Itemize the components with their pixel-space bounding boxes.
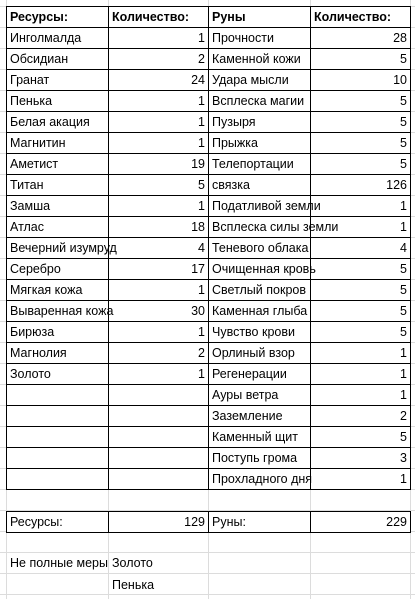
header-quantity-resources[interactable]: Количество: — [109, 7, 209, 28]
resource-quantity-cell[interactable] — [109, 385, 209, 406]
table-row — [7, 154, 411, 175]
rune-name-cell[interactable]: Заземление — [209, 406, 311, 427]
table-row — [7, 469, 411, 490]
rune-quantity-cell[interactable]: 1 — [311, 196, 411, 217]
rune-quantity-cell[interactable]: 5 — [311, 91, 411, 112]
resource-name-cell[interactable]: Пенька — [7, 91, 109, 112]
runes-total-value[interactable]: 229 — [311, 512, 411, 533]
resource-quantity-cell[interactable]: 17 — [109, 259, 209, 280]
rune-name-cell[interactable]: Прочности — [209, 28, 311, 49]
resource-quantity-cell[interactable]: 1 — [109, 196, 209, 217]
rune-name-cell[interactable]: Удара мысли — [209, 70, 311, 91]
rune-name-cell[interactable]: Регенерации — [209, 364, 311, 385]
rune-quantity-cell[interactable]: 5 — [311, 154, 411, 175]
resource-quantity-cell[interactable]: 1 — [109, 280, 209, 301]
rune-quantity-cell[interactable]: 5 — [311, 427, 411, 448]
resource-name-cell[interactable]: Мягкая кожа — [7, 280, 109, 301]
resource-quantity-cell[interactable]: 1 — [109, 133, 209, 154]
resource-quantity-cell[interactable]: 1 — [109, 112, 209, 133]
table-row — [7, 175, 411, 196]
resource-name-cell[interactable]: Бирюза — [7, 322, 109, 343]
resource-quantity-cell[interactable] — [109, 427, 209, 448]
resource-quantity-cell[interactable]: 2 — [109, 343, 209, 364]
rune-quantity-cell[interactable]: 5 — [311, 49, 411, 70]
resource-quantity-cell[interactable]: 1 — [109, 28, 209, 49]
resource-quantity-cell[interactable] — [109, 448, 209, 469]
rune-quantity-cell[interactable]: 5 — [311, 112, 411, 133]
table-row — [7, 406, 411, 427]
resource-name-cell[interactable]: Замша — [7, 196, 109, 217]
resource-quantity-cell[interactable]: 1 — [109, 322, 209, 343]
table-row — [7, 49, 411, 70]
resources-total-value[interactable]: 129 — [109, 512, 209, 533]
resource-quantity-cell[interactable]: 19 — [109, 154, 209, 175]
rune-name-cell[interactable]: Пузыря — [209, 112, 311, 133]
resource-name-cell[interactable]: Белая акация — [7, 112, 109, 133]
table-row — [7, 259, 411, 280]
rune-name-cell[interactable]: Очищенная кровь — [209, 259, 311, 280]
resource-name-cell[interactable]: Титан — [7, 175, 109, 196]
resource-name-cell[interactable] — [7, 427, 109, 448]
rune-name-cell[interactable]: связка — [209, 175, 311, 196]
resource-quantity-cell[interactable]: 30 — [109, 301, 209, 322]
table-row — [7, 112, 411, 133]
resource-name-cell[interactable]: Серебро — [7, 259, 109, 280]
rune-quantity-cell[interactable]: 2 — [311, 406, 411, 427]
table-row — [7, 448, 411, 469]
table-row — [7, 280, 411, 301]
totals-row — [7, 512, 411, 533]
runes-total-label[interactable]: Руны: — [209, 512, 311, 533]
resource-name-cell[interactable]: Вываренная кожа — [7, 301, 109, 322]
resource-name-cell[interactable] — [7, 448, 109, 469]
header-row — [7, 7, 411, 28]
resource-quantity-cell[interactable]: 24 — [109, 70, 209, 91]
rune-quantity-cell[interactable]: 4 — [311, 238, 411, 259]
table-row — [7, 217, 411, 238]
resource-name-cell[interactable] — [7, 385, 109, 406]
rune-name-cell[interactable]: Каменная глыба — [209, 301, 311, 322]
rune-quantity-cell[interactable]: 5 — [311, 259, 411, 280]
table-row — [7, 364, 411, 385]
incomplete-measures-label[interactable]: Не полные меры — [10, 556, 108, 570]
resource-quantity-cell[interactable]: 1 — [109, 364, 209, 385]
rune-name-cell[interactable]: Податливой земли — [209, 196, 311, 217]
totals-table — [6, 511, 411, 533]
rune-quantity-cell[interactable]: 1 — [311, 469, 411, 490]
rune-quantity-cell[interactable]: 10 — [311, 70, 411, 91]
rune-name-cell[interactable]: Поступь грома — [209, 448, 311, 469]
resource-name-cell[interactable]: Магнолия — [7, 343, 109, 364]
rune-name-cell[interactable]: Прохладного дня — [209, 469, 311, 490]
resources-total-label[interactable]: Ресурсы: — [7, 512, 109, 533]
resource-quantity-cell[interactable] — [109, 406, 209, 427]
rune-name-cell[interactable]: Каменный щит — [209, 427, 311, 448]
rune-name-cell[interactable]: Ауры ветра — [209, 385, 311, 406]
resource-name-cell[interactable]: Гранат — [7, 70, 109, 91]
resource-quantity-cell[interactable]: 2 — [109, 49, 209, 70]
resource-name-cell[interactable]: Магнитин — [7, 133, 109, 154]
rune-name-cell[interactable]: Телепортации — [209, 154, 311, 175]
rune-quantity-cell[interactable]: 126 — [311, 175, 411, 196]
incomplete-item-gold[interactable]: Золото — [112, 556, 153, 570]
rune-quantity-cell[interactable]: 5 — [311, 133, 411, 154]
rune-quantity-cell[interactable]: 5 — [311, 301, 411, 322]
rune-quantity-cell[interactable]: 1 — [311, 217, 411, 238]
rune-name-cell[interactable]: Прыжка — [209, 133, 311, 154]
rune-quantity-cell[interactable]: 5 — [311, 322, 411, 343]
incomplete-item-hemp[interactable]: Пенька — [112, 578, 155, 592]
rune-name-cell[interactable]: Каменной кожи — [209, 49, 311, 70]
rune-name-cell[interactable]: Чувство крови — [209, 322, 311, 343]
resource-name-cell[interactable] — [7, 469, 109, 490]
resource-quantity-cell[interactable] — [109, 469, 209, 490]
table-row — [7, 301, 411, 322]
table-row — [7, 322, 411, 343]
table-row — [7, 70, 411, 91]
rune-quantity-cell[interactable]: 28 — [311, 28, 411, 49]
resource-quantity-cell[interactable]: 4 — [109, 238, 209, 259]
rune-quantity-cell[interactable]: 1 — [311, 364, 411, 385]
inventory-table — [6, 6, 411, 490]
rune-name-cell[interactable]: Орлиный взор — [209, 343, 311, 364]
resource-quantity-cell[interactable]: 1 — [109, 91, 209, 112]
rune-name-cell[interactable]: Теневого облака — [209, 238, 311, 259]
table-row — [7, 133, 411, 154]
resource-quantity-cell[interactable]: 5 — [109, 175, 209, 196]
table-row — [7, 385, 411, 406]
resource-name-cell[interactable]: Обсидиан — [7, 49, 109, 70]
resource-quantity-cell[interactable]: 18 — [109, 217, 209, 238]
header-resources[interactable]: Ресурсы: — [7, 7, 109, 28]
table-row — [7, 343, 411, 364]
resource-name-cell[interactable]: Атлас — [7, 217, 109, 238]
table-row — [7, 91, 411, 112]
rune-name-cell[interactable]: Светлый покров — [209, 280, 311, 301]
rune-quantity-cell[interactable]: 3 — [311, 448, 411, 469]
rune-name-cell[interactable]: Всплеска магии — [209, 91, 311, 112]
rune-quantity-cell[interactable]: 1 — [311, 343, 411, 364]
rune-quantity-cell[interactable]: 1 — [311, 385, 411, 406]
resource-name-cell[interactable] — [7, 406, 109, 427]
header-runes[interactable]: Руны — [209, 7, 311, 28]
rune-name-cell[interactable]: Всплеска силы земли — [209, 217, 311, 238]
header-quantity-runes[interactable]: Количество: — [311, 7, 411, 28]
resource-name-cell[interactable]: Вечерний изумруд — [7, 238, 109, 259]
table-row — [7, 427, 411, 448]
table-row — [7, 196, 411, 217]
resource-name-cell[interactable]: Инголмалда — [7, 28, 109, 49]
rune-quantity-cell[interactable]: 5 — [311, 280, 411, 301]
table-row — [7, 238, 411, 259]
table-row — [7, 28, 411, 49]
resource-name-cell[interactable]: Аметист — [7, 154, 109, 175]
resource-name-cell[interactable]: Золото — [7, 364, 109, 385]
